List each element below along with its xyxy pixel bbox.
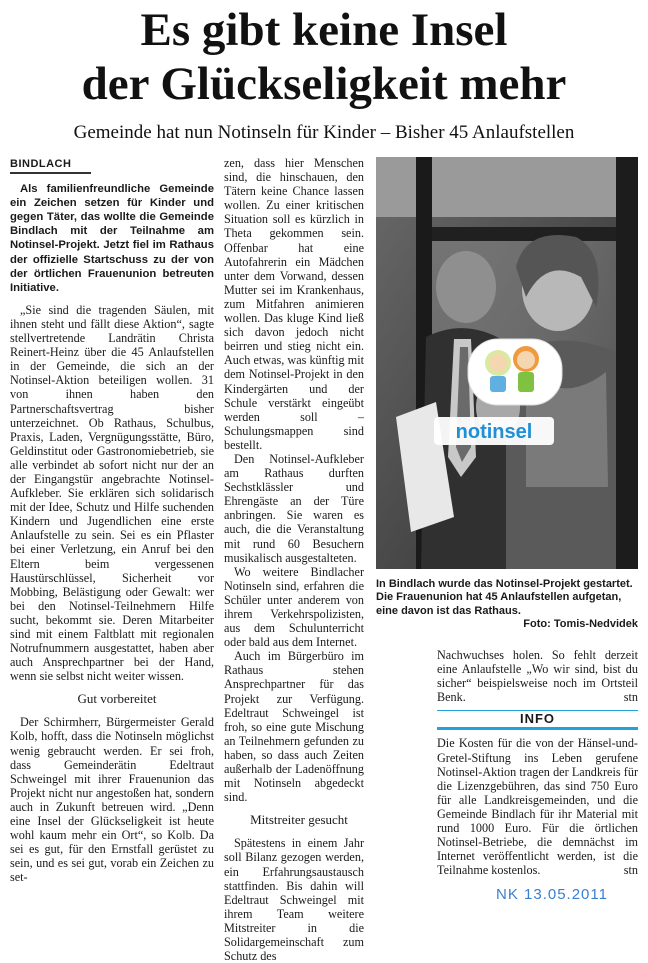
article-photo <box>376 157 638 569</box>
headline-line-1: Es gibt keine Insel <box>140 4 508 56</box>
subheadline: Gemeinde hat nun Notinseln für Kinder – Bisher 45 Anlaufstellen <box>73 122 575 143</box>
body-paragraph: Den Notinsel-Aufkleber am Rathaus durften Sechstklässler und Ehrengäste an der Türe anbringen. Sie waren es auch, die die Veranstaltung mit rund 60 Besuchern musikalisch ausgestalteten. <box>224 451 364 565</box>
sticker-text: notinsel <box>455 421 533 443</box>
article-column-1 <box>10 156 214 885</box>
photo-caption <box>376 578 638 631</box>
body-paragraph: Auch im Bürgerbüro im Rathaus stehen Ansprechpartner für das Projekt zur Verfügung. Edeltraut Schweingel ist froh, so eine gute Mischung an Teilnehmern gefunden zu haben, so dass auch Zeiten außerhalb der Ladenöffnung mit Notinseln abgedeckt sind. <box>224 649 364 805</box>
body-paragraph: zen, dass hier Menschen sind, die hinschauen, den Tätern keine Chance lassen wollen. Zu einer kritischen Situation soll es kürzlich in Theta gekommen sein. Offenbar hat eine Autofahrerin ein Mädchen unter dem Vorwand, dessen Mutter sei im Krankenhaus, zum Mitfahren animieren wollen. Das kluge Kind ließ sich davon jedoch nicht beirren und stieg nicht ein. Auch etwas, was künftig mit dem Notinsel-Projekt in den Kindergärten und der Schule verstärkt eingeübt werden soll – Schulungsmappen sind bestellt. <box>224 156 364 452</box>
body-paragraph: Nachwuchses holen. So fehlt derzeit eine Anlaufstelle „Wo wir sind, bist du sicher“ beispielsweise noch im Ortsteil Benk. stn <box>437 648 638 705</box>
caption-text: In Bindlach wurde das Notinsel-Projekt gestartet. Die Frauenunion hat 45 Anlaufstellen aufgetan, eine davon ist das Rathaus. <box>376 578 633 617</box>
photo-illustration <box>376 157 638 569</box>
info-box-text: Die Kosten für die von der Hänsel-und-Gretel-Stiftung ins Leben gerufene Notinsel-Aktion tragen der Landkreis für die Lizenzgebühren, das sind 750 Euro für alle Landkreisgemeinden, und die Gemeinde Bindlach für ihr Material mit rund 1000 Euro. Für die örtlichen Notinsel-Betriebe, die demnächst im Internet veröffentlicht werden, ist die Teilnahme kostenlos. stn <box>437 736 638 878</box>
author-sign: stn <box>623 863 638 878</box>
info-box-title: INFO <box>437 710 638 730</box>
date-stamp: NK 13.05.2011 <box>496 886 608 903</box>
body-paragraph: Wo weitere Bindlacher Notinseln sind, erfahren die Schüler unter anderem von ihrem Verkehrspolizisten, aus dem Schulunterricht oder bald aus dem Internet. <box>224 564 364 650</box>
section-heading: Mitstreiter gesucht <box>250 812 348 828</box>
photo-credit: Foto: Tomis-Nedvidek <box>523 617 638 630</box>
section-heading: Gut vorbereitet <box>77 691 157 707</box>
article-column-3 <box>437 648 638 877</box>
headline-line-2: der Glückseligkeit mehr <box>81 58 567 110</box>
body-paragraph: „Sie sind die tragenden Säulen, mit ihnen steht und fällt diese Aktion“, sagte stellvertretende Landrätin Christa Reinert-Heinz über die 45 Anlaufstellen in der Gemeinde, die sich an der Notinsel-Aktion beteiligen wollen. 31 von ihnen haben den Partnerschaftsvertrag bisher unterzeichnet. Ob Rathaus, Schulbus, Praxis, Laden, Vergnügungsstätte, Büro, Geldinstitut oder Gastronomiebetrieb, sie alle verbindet ab sofort nicht nur der an der Eingangstür angebrachte Notinsel-Aufkleber. Sie erklären sich solidarisch mit der Idee, Schutz und Hilfe suchenden Kindern und Jugendlichen eine erste Anlaufstelle zu sein. Sei es ein Pflaster bei einer Verletzung, ein Anruf bei den Eltern beim vergessenen Haustürschlüssel, Sicherheit vor Mobbing, Belästigung oder Gewalt: wer bei den Notinsel-Teilnehmern Hilfe sucht, bekommt sie. Deren Mitarbeiter sind mit einem Faltblatt mit regionalen Notrufnummern ausgestattet, haben aber auch Ansprechpartner bei der Hand, wenn sie selbst nicht weiter wissen. <box>10 302 214 684</box>
article-column-2 <box>224 156 364 963</box>
body-paragraph: Der Schirmherr, Bürgermeister Gerald Kolb, hofft, dass die Notinseln möglichst wenig gebraucht werden. Er sei froh, dass Gemeinderätin Edeltraut Schweingel mit ihrer Frauenunion das Projekt nicht nur angestoßen hat, sondern auch in Zukunft betreuen wird. „Denn eine Insel der Glückseligkeit ist heute wohl kaum mehr ein Ort“, so Kolb. Da sei es gut, für den Ernstfall gerüstet zu sein, und es sei gut, vorab ein Zeichen zu set- <box>10 715 214 885</box>
lead-paragraph: Als familienfreundliche Gemeinde ein Zeichen setzen für Kinder und gegen Täter, das wollte die Gemeinde Bindlach mit der Teilnahme am Notinsel-Projekt. Jetzt fiel im Rathaus der offizielle Startschuss zu der von der örtlichen Frauenunion betreuten Initiative. <box>10 183 214 294</box>
dateline: BINDLACH <box>10 157 91 174</box>
author-sign: stn <box>623 690 638 705</box>
body-paragraph: Spätestens in einem Jahr soll Bilanz gezogen werden, ein Erfahrungsaustausch stattfinden. Bis dahin will Edeltraut Schweingel mit ihrem Team weitere Mitstreiter in die Solidargemeinschaft zum Schutz des <box>224 836 364 963</box>
